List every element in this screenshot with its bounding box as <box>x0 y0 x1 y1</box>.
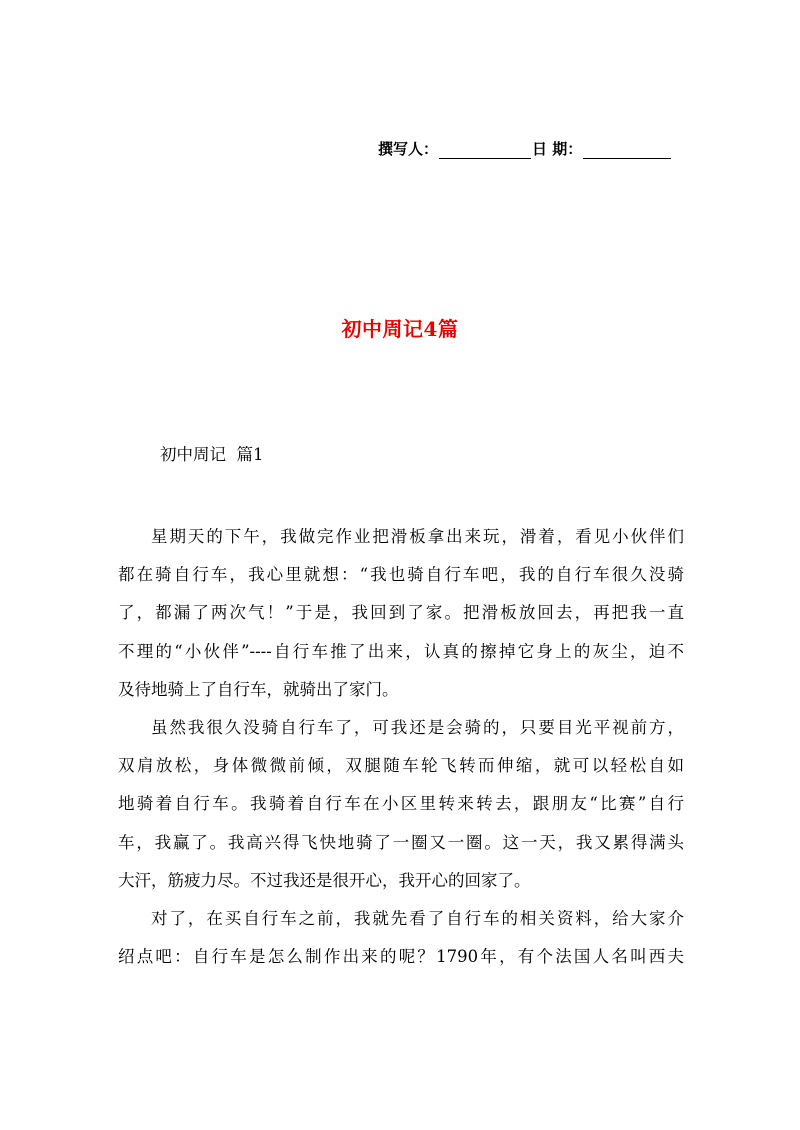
section-heading: 初中周记 篇1 <box>160 445 264 464</box>
paragraph-2 <box>118 709 684 900</box>
paragraph-line: 对了，在买自行车之前，我就先看了自行车的相关资料，给大家介 <box>151 909 684 929</box>
paragraph-line: 了，都漏了两次气！”于是，我回到了家。把滑板放回去，再把我一直 <box>118 603 684 623</box>
document-title: 初中周记4篇 <box>341 317 459 341</box>
paragraph-line: 地骑着自行车。我骑着自行车在小区里转来转去，跟朋友“比赛”自行 <box>118 794 684 814</box>
author-date-header <box>378 137 688 159</box>
document-body <box>118 518 684 976</box>
author-label: 撰写人： <box>378 140 439 158</box>
author-blank-field[interactable] <box>439 142 531 159</box>
paragraph-line: 绍点吧：自行车是怎么制作出来的呢？1790年，有个法国人名叫西夫 <box>118 947 684 967</box>
paragraph-line: 及待地骑上了自行车，就骑出了家门。 <box>118 679 399 699</box>
paragraph-line: 大汗，筋疲力尽。不过我还是很开心，我开心的回家了。 <box>118 870 531 890</box>
date-label: 日 期： <box>532 140 583 158</box>
paragraph-line: 都在骑自行车，我心里就想：“我也骑自行车吧，我的自行车很久没骑 <box>118 565 684 585</box>
paragraph-1 <box>118 518 684 709</box>
paragraph-3 <box>118 900 684 976</box>
paragraph-line: 车，我赢了。我高兴得飞快地骑了一圈又一圈。这一天，我又累得满头 <box>118 832 684 852</box>
paragraph-line: 虽然我很久没骑自行车了，可我还是会骑的，只要目光平视前方， <box>151 718 684 738</box>
date-blank-field[interactable] <box>583 142 671 159</box>
paragraph-line: 不理的“小伙伴”----自行车推了出来，认真的擦掉它身上的灰尘，迫不 <box>118 641 684 661</box>
paragraph-line: 双肩放松，身体微微前倾，双腿随车轮飞转而伸缩，就可以轻松自如 <box>118 756 684 776</box>
paragraph-line: 星期天的下午，我做完作业把滑板拿出来玩，滑着，看见小伙伴们 <box>151 527 684 546</box>
